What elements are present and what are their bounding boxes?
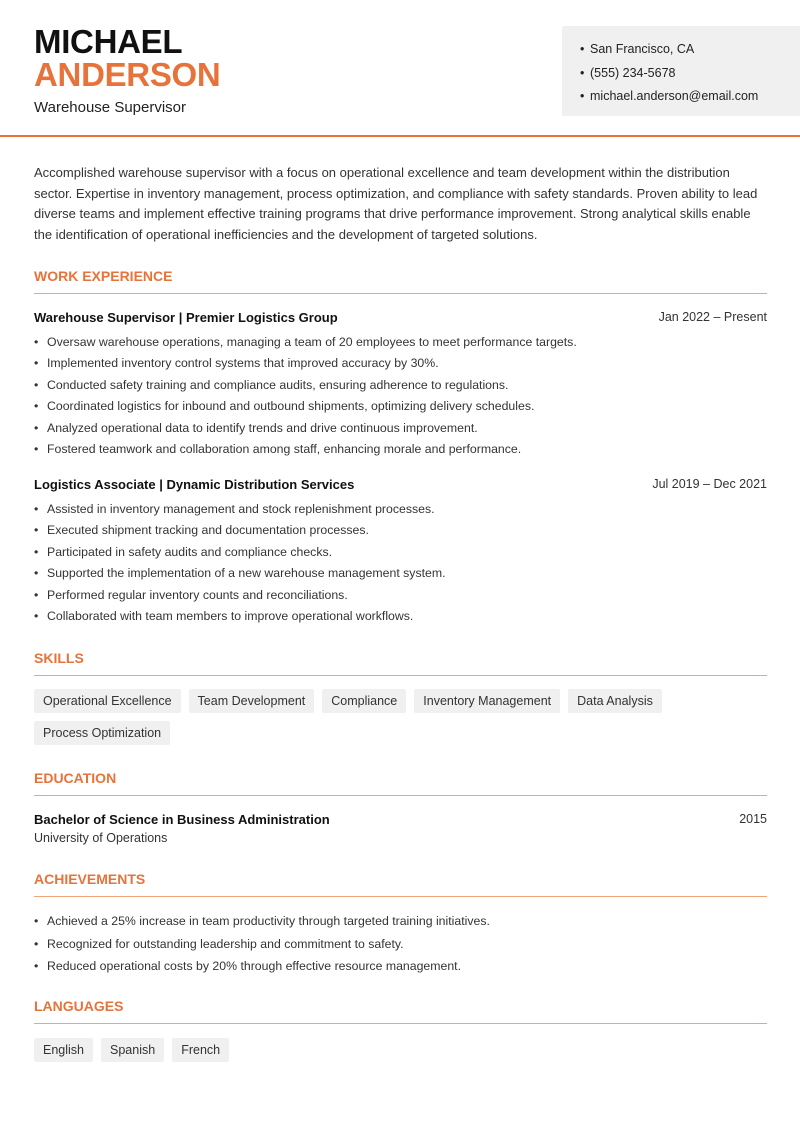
- list-item: • Fostered teamwork and collaboration among staff, enhancing morale and performance.: [34, 439, 767, 460]
- skill-chip: Operational Excellence: [34, 689, 181, 713]
- contact-email: • michael.anderson@email.com: [580, 85, 800, 109]
- skill-chip: Data Analysis: [568, 689, 662, 713]
- list-item: • Performed regular inventory counts and reconciliations.: [34, 585, 767, 606]
- summary: Accomplished warehouse supervisor with a focus on operational excellence and team development within the distribution sector. Expertise in inventory management, process optimization, and compliance with safety standards. Proven ability to lead diverse teams and implement effective training programs that drive performance improvement. Strong analytical skills enable the identification of operational inefficiencies and the development of targeted solutions.: [34, 165, 758, 243]
- job-title: Warehouse Supervisor: [34, 99, 187, 116]
- section-title-languages: LANGUAGES: [34, 998, 767, 1024]
- job-header: [34, 477, 767, 492]
- section-title-skills: SKILLS: [34, 650, 767, 676]
- skill-chip: Compliance: [322, 689, 406, 713]
- education-degree: Bachelor of Science in Business Administration: [34, 812, 330, 827]
- languages-list: [34, 1038, 767, 1062]
- job-bullets: [34, 499, 767, 627]
- resume-header: [0, 0, 800, 137]
- skills-list: [34, 689, 767, 745]
- list-item: • Supported the implementation of a new warehouse management system.: [34, 563, 767, 584]
- skill-chip: Inventory Management: [414, 689, 560, 713]
- list-item: • Executed shipment tracking and documentation processes.: [34, 520, 767, 541]
- last-name: ANDERSON: [34, 56, 221, 93]
- job-role: Warehouse Supervisor | Premier Logistics Group: [34, 310, 338, 325]
- job-header: [34, 310, 767, 325]
- job-role: Logistics Associate | Dynamic Distribution Services: [34, 477, 355, 492]
- section-title-work: WORK EXPERIENCE: [34, 268, 767, 294]
- contact-box: [562, 26, 800, 116]
- contact-phone: • (555) 234-5678: [580, 62, 800, 86]
- list-item: • Implemented inventory control systems that improved accuracy by 30%.: [34, 353, 767, 374]
- list-item: • Recognized for outstanding leadership and commitment to safety.: [34, 933, 767, 956]
- list-item: • Coordinated logistics for inbound and outbound shipments, optimizing delivery schedules.: [34, 396, 767, 417]
- job-dates: Jul 2019 – Dec 2021: [652, 477, 767, 491]
- first-name: MICHAEL: [34, 23, 183, 60]
- list-item: • Analyzed operational data to identify trends and drive continuous improvement.: [34, 418, 767, 439]
- list-item: • Conducted safety training and compliance audits, ensuring adherence to regulations.: [34, 375, 767, 396]
- list-item: • Participated in safety audits and compliance checks.: [34, 542, 767, 563]
- skill-chip: Process Optimization: [34, 721, 170, 745]
- list-item: • Collaborated with team members to improve operational workflows.: [34, 606, 767, 627]
- section-title-achievements: ACHIEVEMENTS: [34, 871, 767, 897]
- list-item: • Assisted in inventory management and stock replenishment processes.: [34, 499, 767, 520]
- education-year: 2015: [739, 812, 767, 826]
- achievements-list: [34, 910, 767, 978]
- job-bullets: [34, 332, 767, 460]
- list-item: • Reduced operational costs by 20% through effective resource management.: [34, 955, 767, 978]
- language-chip: Spanish: [101, 1038, 164, 1062]
- education-school: University of Operations: [34, 831, 168, 845]
- section-title-education: EDUCATION: [34, 770, 767, 796]
- list-item: • Oversaw warehouse operations, managing a team of 20 employees to meet performance targets.: [34, 332, 767, 353]
- language-chip: English: [34, 1038, 93, 1062]
- list-item: • Achieved a 25% increase in team productivity through targeted training initiatives.: [34, 910, 767, 933]
- job-dates: Jan 2022 – Present: [658, 310, 767, 324]
- language-chip: French: [172, 1038, 229, 1062]
- contact-location: • San Francisco, CA: [580, 38, 800, 62]
- skill-chip: Team Development: [189, 689, 315, 713]
